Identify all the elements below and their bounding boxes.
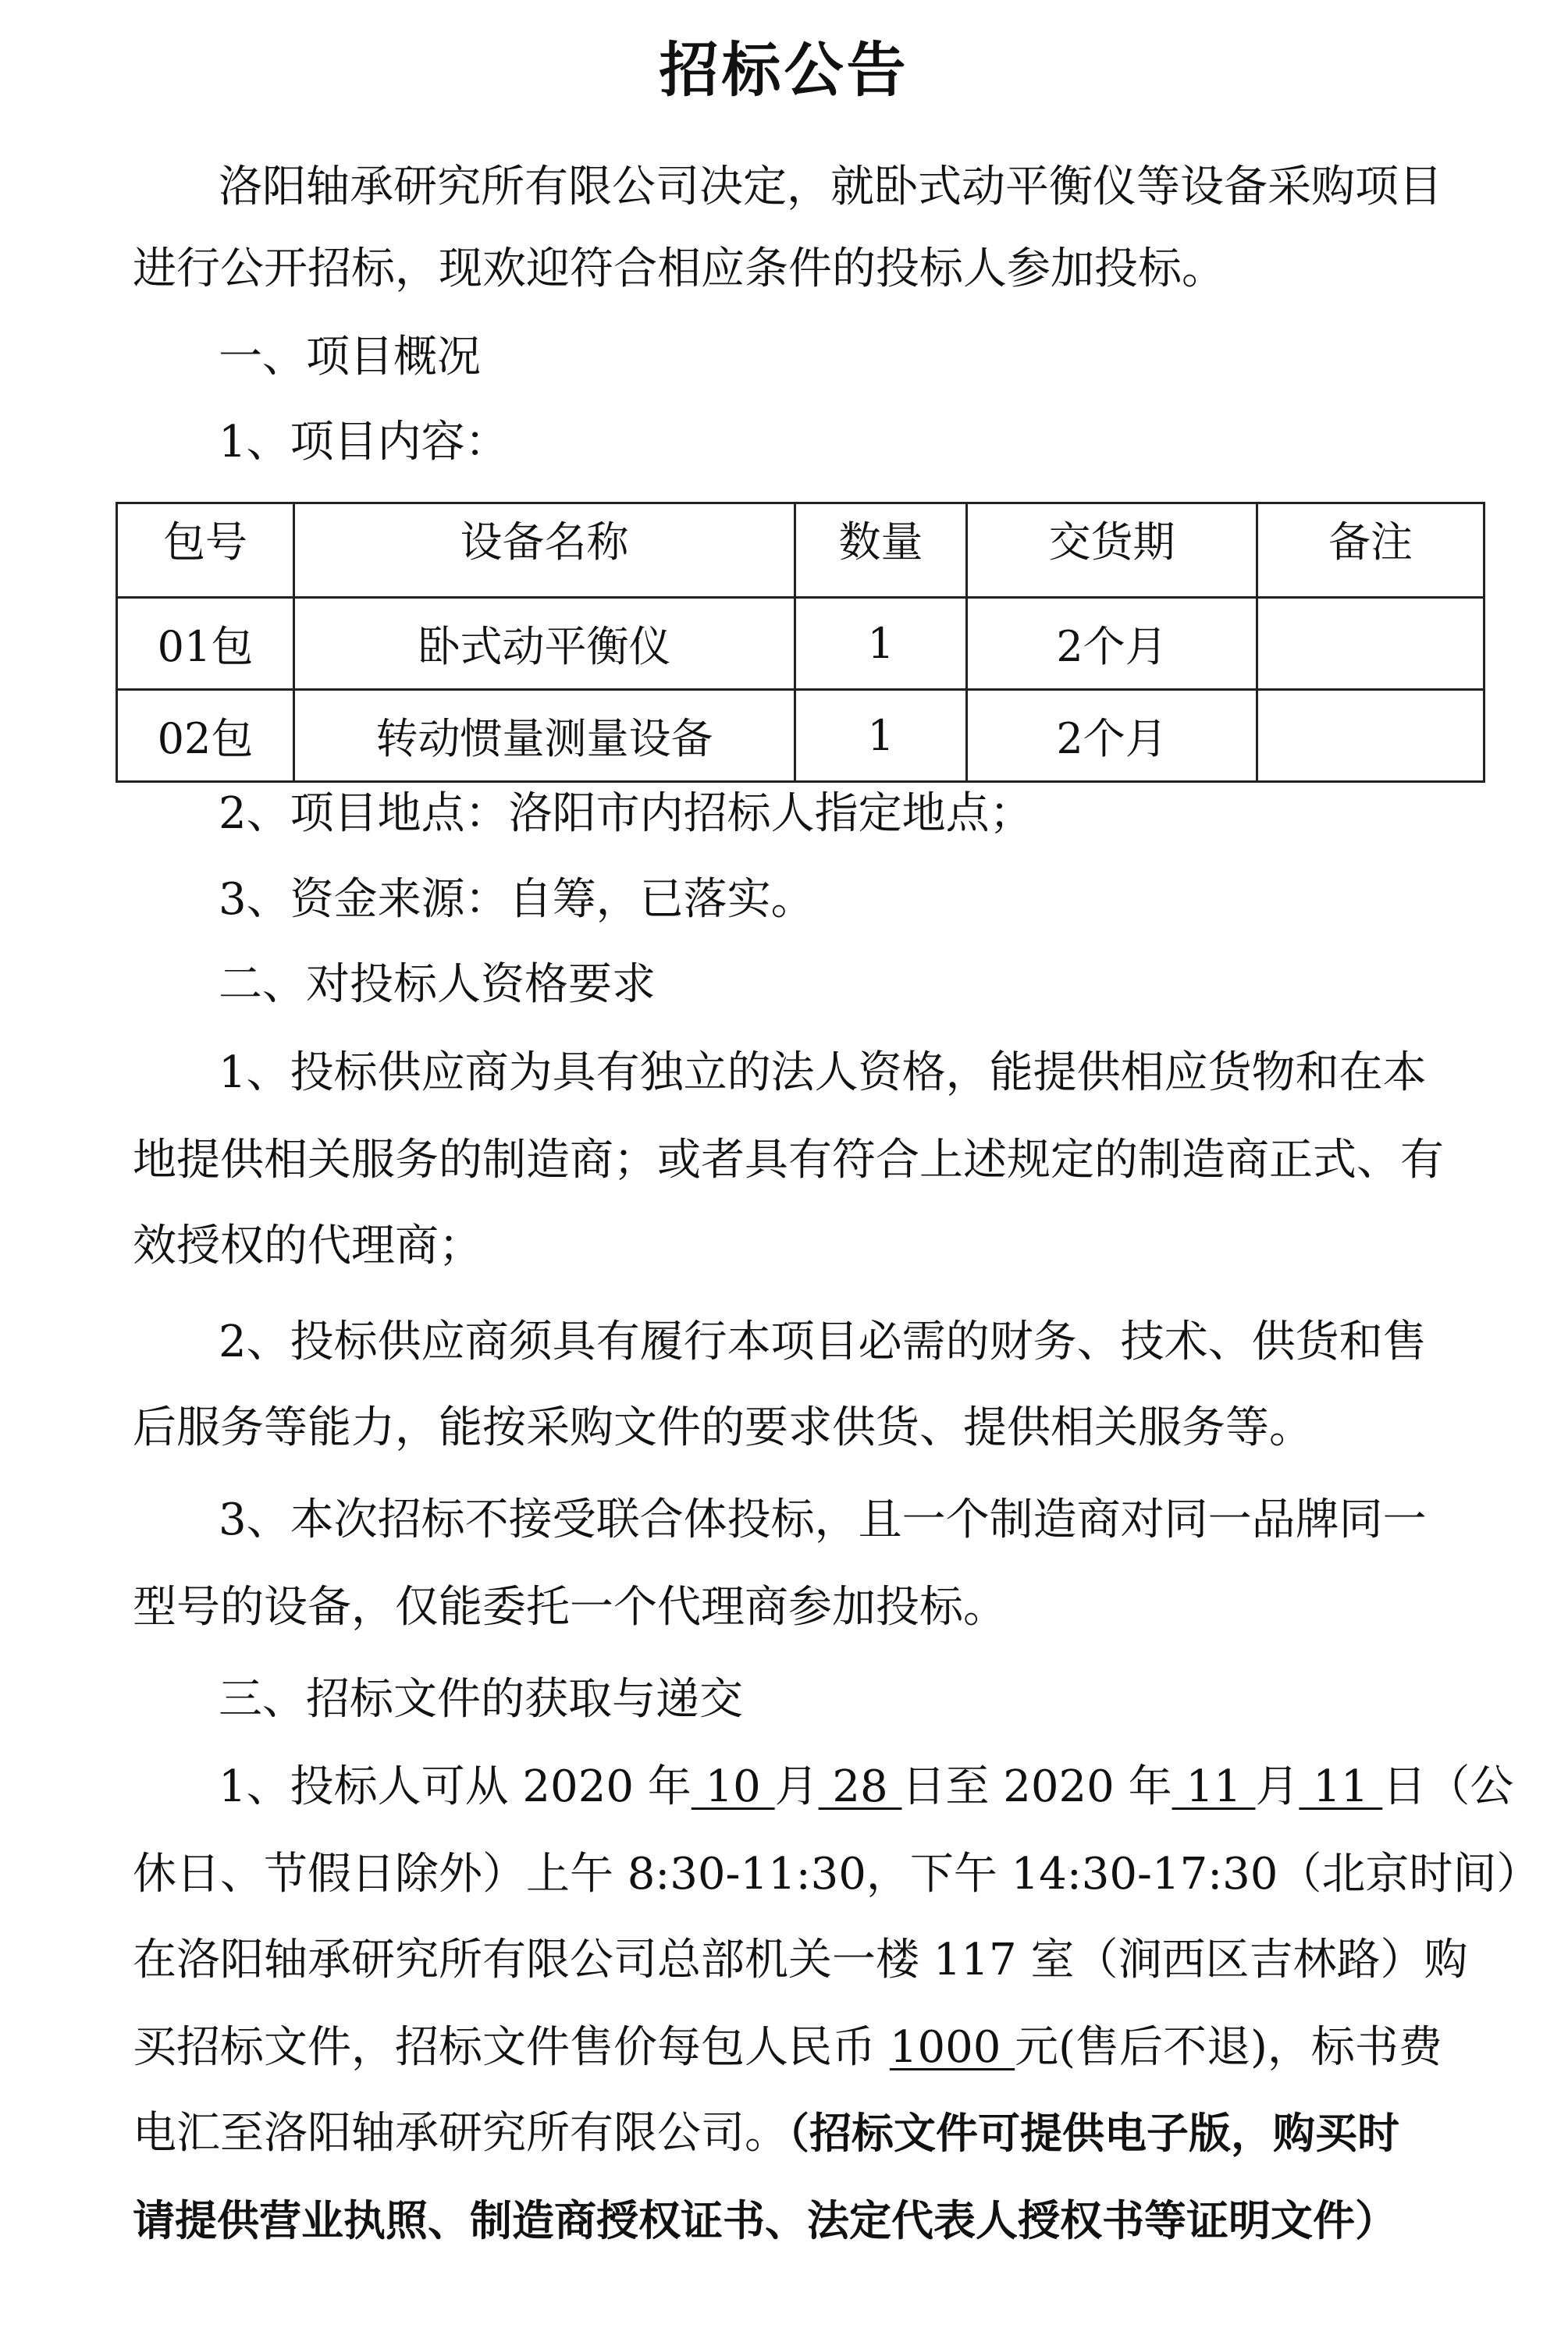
table-row xyxy=(117,690,1484,782)
cell-package-no: 02包 xyxy=(117,690,294,782)
items-table xyxy=(116,502,1485,783)
cell-remarks xyxy=(1257,598,1484,690)
section3-p1-line3: 在洛阳轴承研究所有限公司总部机关一楼 117 室（涧西区吉林路）购 xyxy=(133,1935,1468,1985)
section2-heading: 二、对投标人资格要求 xyxy=(219,959,656,1010)
start-month: 10 xyxy=(691,1761,775,1812)
header-equipment-name: 设备名称 xyxy=(294,503,795,598)
cell-delivery: 2个月 xyxy=(967,690,1257,782)
section3-p1-line2: 休日、节假日除外）上午 8:30-11:30，下午 14:30-17:30（北京时间） xyxy=(133,1849,1541,1900)
cell-equipment-name: 转动惯量测量设备 xyxy=(294,690,795,782)
section3-p1-line4 xyxy=(133,2017,1442,2079)
cell-equipment-name: 卧式动平衡仪 xyxy=(294,598,795,690)
section3-heading: 三、招标文件的获取与递交 xyxy=(219,1674,743,1725)
section2-p1-line1: 1、投标供应商为具有独立的法人资格，能提供相应货物和在本 xyxy=(219,1047,1427,1098)
table-row xyxy=(117,598,1484,690)
price-text-b: 元(售后不退)，标书费 xyxy=(1015,2022,1442,2073)
header-quantity: 数量 xyxy=(795,503,967,598)
end-day: 11 xyxy=(1299,1761,1383,1812)
date-text-d: 月 xyxy=(1255,1761,1300,1812)
header-delivery: 交货期 xyxy=(967,503,1257,598)
price-value: 1000 xyxy=(889,2022,1015,2073)
intro-line-2: 进行公开招标，现欢迎符合相应条件的投标人参加投标。 xyxy=(133,243,1225,294)
electronic-note: （招标文件可提供电子版，购买时 xyxy=(788,2109,1399,2158)
section1-item2: 2、项目地点：洛阳市内招标人指定地点； xyxy=(219,788,1033,839)
section2-p2-line2: 后服务等能力，能按采购文件的要求供货、提供相关服务等。 xyxy=(133,1402,1313,1453)
section1-item3: 3、资金来源：自筹，已落实。 xyxy=(219,874,815,925)
cell-delivery: 2个月 xyxy=(967,598,1257,690)
page-title: 招标公告 xyxy=(659,35,909,105)
cell-quantity: 1 xyxy=(795,598,967,690)
section3-p1-line5 xyxy=(133,2102,1399,2165)
payment-text: 电汇至洛阳轴承研究所有限公司。 xyxy=(133,2108,788,2159)
section3-p1-line1 xyxy=(219,1756,1513,1818)
table-header-row xyxy=(117,503,1484,598)
intro-line-1: 洛阳轴承研究所有限公司决定，就卧式动平衡仪等设备采购项目 xyxy=(219,162,1442,212)
section1-item1: 1、项目内容： xyxy=(219,417,509,467)
price-text-a: 买招标文件，招标文件售价每包人民币 xyxy=(133,2022,890,2073)
date-text-c: 日至 2020 年 xyxy=(901,1761,1172,1812)
header-package-no: 包号 xyxy=(117,503,294,598)
start-day: 28 xyxy=(818,1761,902,1812)
date-text-a: 1、投标人可从 2020 年 xyxy=(219,1761,692,1812)
section2-p1-line2: 地提供相关服务的制造商；或者具有符合上述规定的制造商正式、有 xyxy=(133,1135,1444,1185)
date-text-e: 日（公 xyxy=(1382,1761,1514,1812)
header-remarks: 备注 xyxy=(1257,503,1484,598)
section3-p1-line6: 请提供营业执照、制造商授权证书、法定代表人授权书等证明文件） xyxy=(133,2196,1397,2245)
section2-p2-line1: 2、投标供应商须具有履行本项目必需的财务、技术、供货和售 xyxy=(219,1317,1427,1367)
cell-remarks xyxy=(1257,690,1484,782)
end-month: 11 xyxy=(1172,1761,1256,1812)
section2-p3-line2: 型号的设备，仅能委托一个代理商参加投标。 xyxy=(133,1582,1007,1633)
section2-p3-line1: 3、本次招标不接受联合体投标，且一个制造商对同一品牌同一 xyxy=(219,1495,1427,1545)
section2-p1-line3: 效授权的代理商； xyxy=(133,1221,482,1271)
date-text-b: 月 xyxy=(774,1761,819,1812)
cell-package-no: 01包 xyxy=(117,598,294,690)
cell-quantity: 1 xyxy=(795,690,967,782)
section1-heading: 一、项目概况 xyxy=(219,332,481,382)
